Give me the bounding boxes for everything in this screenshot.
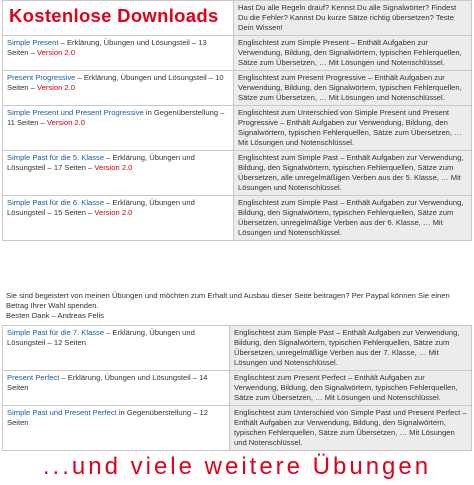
table-row bbox=[3, 371, 472, 406]
download-link-present-progressive[interactable]: Present Progressive bbox=[7, 73, 76, 82]
download-link-simple-past-6[interactable]: Simple Past für die 6. Klasse bbox=[7, 198, 105, 207]
version-label: Version 2.0 bbox=[36, 83, 75, 92]
download-info: – Erklärung, Übungen und Lösungsteil – 15 Seiten – bbox=[7, 198, 195, 217]
download-info: in Gegenüberstellung – 12 Seiten bbox=[7, 408, 208, 427]
download-info: – Erklärung, Übungen und Lösungsteil – 14 Seiten bbox=[7, 373, 208, 392]
table-row bbox=[3, 406, 472, 451]
download-info: in Gegenüberstellung – 11 Seiten – bbox=[7, 108, 225, 127]
download-cell bbox=[3, 151, 234, 196]
table-row bbox=[3, 106, 472, 151]
download-link-present-perfect[interactable]: Present Perfect bbox=[7, 373, 60, 382]
download-link-simple-past-7[interactable]: Simple Past für die 7. Klasse bbox=[7, 328, 105, 337]
download-cell bbox=[3, 371, 230, 406]
download-cell bbox=[3, 406, 230, 451]
download-link-simple-present[interactable]: Simple Present bbox=[7, 38, 59, 47]
download-info: – Erklärung, Übungen und Lösungsteil – 12 Seiten bbox=[7, 328, 195, 347]
download-link-simple-past-5[interactable]: Simple Past für die 5. Klasse bbox=[7, 153, 105, 162]
table-row bbox=[3, 326, 472, 371]
download-link-simple-present-vs-progressive[interactable]: Simple Present und Present Progressive bbox=[7, 108, 144, 117]
more-exercises-banner: ...und viele weitere Übungen bbox=[42, 453, 432, 480]
donation-notice: Sie sind begeistert von meinen Übungen und möchten zum Erhalt und Ausbau dieser Seite beitragen? Per Paypal können Sie einen Betrag Ihrer Wahl spenden. bbox=[6, 291, 450, 310]
downloads-table-top bbox=[2, 0, 472, 241]
version-label: Version 2.0 bbox=[94, 163, 133, 172]
intro-text: Hast Du alle Regeln drauf? Kennst Du alle Signalwörter? Findest Du die Fehler? Kannst Du kurze Sätze richtig übersetzen? Teste Dein Wissen! bbox=[234, 1, 472, 36]
table-row bbox=[3, 36, 472, 71]
header-row bbox=[3, 1, 472, 36]
download-description: Englischtest zum Simple Past – Enthält Aufgaben zur Verwendung, Bildung, den Signalwörtern, typischen Fehlerquellen, Sätze zum Übersetzen, unregelmäßige Verben aus der 6. Klasse, … Mit Lösungen und Notenschlüssel. bbox=[234, 196, 472, 241]
download-info: – Erklärung, Übungen und Lösungsteil – 13 Seiten – bbox=[7, 38, 207, 57]
table-row bbox=[3, 151, 472, 196]
table-row bbox=[3, 71, 472, 106]
version-label: Version 2.0 bbox=[94, 208, 133, 217]
spacer bbox=[0, 241, 474, 291]
version-label: Version 2.0 bbox=[46, 118, 85, 127]
title-cell bbox=[3, 1, 234, 36]
page-title: Kostenlose Downloads bbox=[9, 5, 219, 26]
download-info: – Erklärung, Übungen und Lösungsteil – 10 Seiten – bbox=[7, 73, 224, 92]
table-row bbox=[3, 196, 472, 241]
download-cell bbox=[3, 36, 234, 71]
download-description: Englischtest zum Simple Past – Enthält Aufgaben zur Verwendung, Bildung, den Signalwörtern, typischen Fehlerquellen, Sätze zum Übersetzen, unregelmäßige Verben aus der 7. Klasse, … Mit Lösungen und Notenschlüssel. bbox=[230, 326, 472, 371]
download-description: Englischtest zum Simple Past – Enthält Aufgaben zur Verwendung, Bildung, den Signalwörtern, typischen Fehlerquellen, Sätze zum Übersetzen, alle unregelmäßigen Verben aus der 5. Klasse, … Mit Lösungen und Notenschlüssel. bbox=[234, 151, 472, 196]
download-description: Englischtest zum Present Perfect – Enthält Aufgaben zur Verwendung, Bildung, den Signalwörtern, typischen Fehlerquellen, Sätze zum Übersetzen, … Mit Lösungen und Notenschlüssel. bbox=[230, 371, 472, 406]
download-description: Englischtest zum Present Progressive – Enthält Aufgaben zur Verwendung, Bildung, den Signalwörtern, typischen Fehlerquellen, Sätze zum Übersetzen, … Mit Lösungen und Notenschlüssel. bbox=[234, 71, 472, 106]
donation-signoff: Besten Dank – Andreas Felis bbox=[6, 311, 104, 320]
version-label: Version 2.0 bbox=[36, 48, 75, 57]
download-cell bbox=[3, 196, 234, 241]
download-cell bbox=[3, 326, 230, 371]
downloads-table-bottom bbox=[2, 325, 472, 451]
download-cell bbox=[3, 71, 234, 106]
download-link-simple-past-vs-present-perfect[interactable]: Simple Past und Present Perfect bbox=[7, 408, 117, 417]
download-description: Englischtest zum Unterschied von Simple Present und Present Progressive – Enthält Aufgaben zur Verwendung, Bildung, den Signalwörtern, typischen Fehlerquellen, Sätze zum Übersetzen, … Mit Lösungen und Notenschlüssel. bbox=[234, 106, 472, 151]
download-description: Englischtest zum Simple Present – Enthält Aufgaben zur Verwendung, Bildung, den Signalwörtern, typischen Fehlerquellen, Sätze zum Übersetzen, … Mit Lösungen und Notenschlüssel. bbox=[234, 36, 472, 71]
download-info: – Erklärung, Übungen und Lösungsteil – 17 Seiten – bbox=[7, 153, 195, 172]
download-description: Englischtest zum Unterschied von Simple Past und Present Perfect – Enthält Aufgaben zur Verwendung, Bildung, den Signalwörtern, typischen Fehlerquellen, Sätze zum Übersetzen, … Mit Lösungen und Notenschlüssel. bbox=[230, 406, 472, 451]
download-cell bbox=[3, 106, 234, 151]
